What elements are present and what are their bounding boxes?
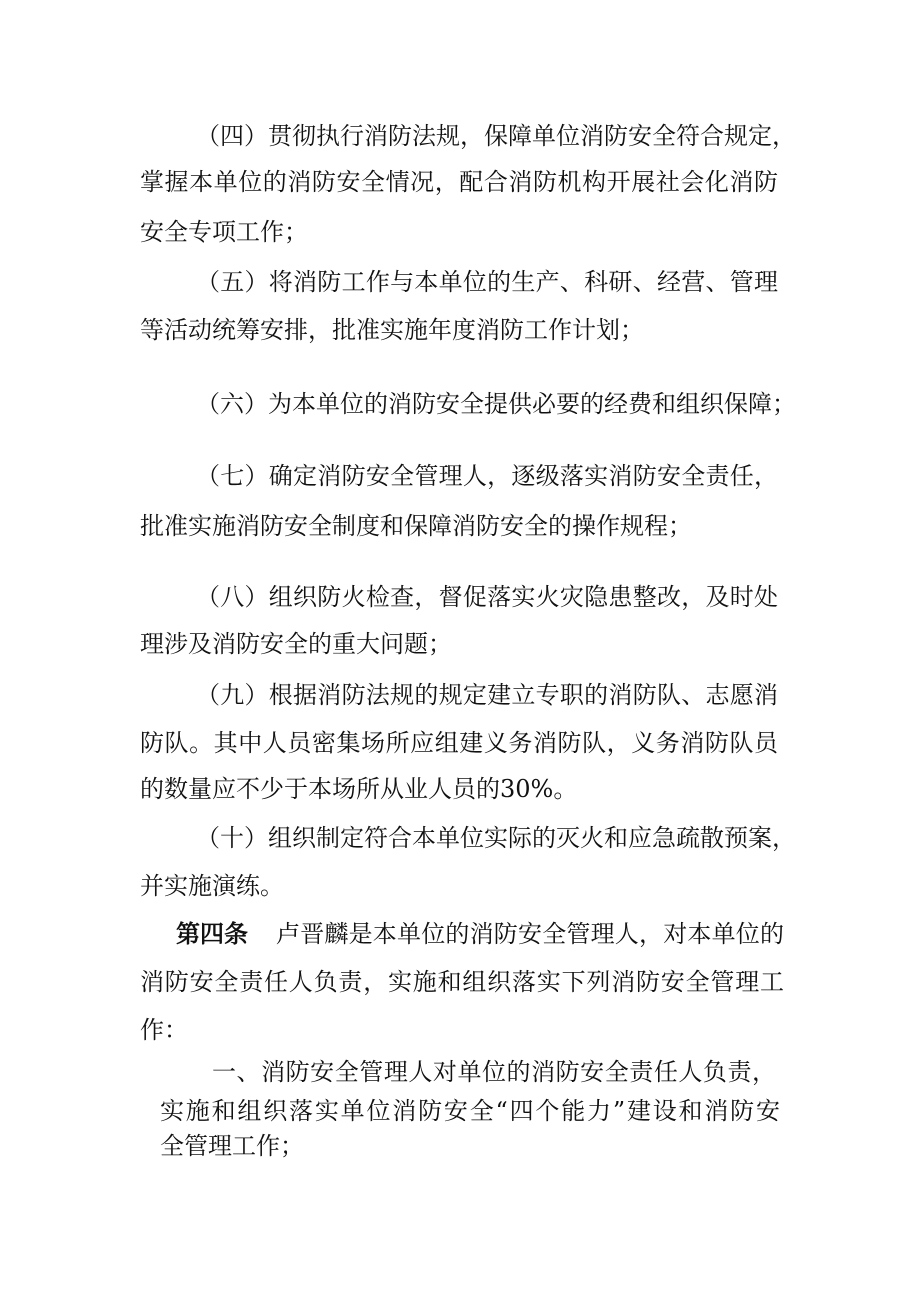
text-line: （六）为本单位的消防安全提供必要的经费和组织保障； — [196, 390, 796, 418]
text-line: 批准实施消防安全制度和保障消防安全的操作规程； — [140, 512, 692, 540]
text-line: 等活动统筹安排，批准实施年度消防工作计划； — [140, 316, 644, 344]
text-line: 全管理工作； — [160, 1132, 304, 1160]
text-line: 卢晋麟是本单位的消防安全管理人，对本单位的 — [276, 920, 784, 948]
text-line: （九）根据消防法规的规定建立专职的消防队、志愿消 — [196, 681, 778, 709]
text-line: 并实施演练。 — [140, 872, 284, 900]
text-line: 的数量应不少于本场所从业人员的30%。 — [140, 775, 578, 803]
text-line: （八）组织防火检查，督促落实火灾隐患整改，及时处 — [196, 583, 778, 611]
text-line: （十）组织制定符合本单位实际的灭火和应急疏散预案， — [196, 824, 796, 852]
text-line: 掌握本单位的消防安全情况，配合消防机构开展社会化消防 — [140, 168, 778, 196]
text-line: （七）确定消防安全管理人，逐级落实消防安全责任， — [196, 462, 778, 490]
text-line: 安全专项工作； — [140, 218, 308, 246]
text-line: （四）贯彻执行消防法规，保障单位消防安全符合规定， — [196, 122, 796, 150]
text-line: 一、消防安全管理人对单位的消防安全责任人负责， — [212, 1058, 776, 1086]
text-line: 理涉及消防安全的重大问题； — [140, 630, 452, 658]
text-line: 防队。其中人员密集场所应组建义务消防队，义务消防队员 — [140, 729, 778, 757]
article-heading: 第四条 — [176, 920, 248, 948]
text-line: （五）将消防工作与本单位的生产、科研、经营、管理 — [196, 268, 778, 296]
text-line: 实施和组织落实单位消防安全“四个能力”建设和消防安 — [160, 1097, 780, 1125]
text-line: 作： — [140, 1016, 188, 1044]
text-line: 消防安全责任人负责，实施和组织落实下列消防安全管理工 — [140, 968, 784, 996]
